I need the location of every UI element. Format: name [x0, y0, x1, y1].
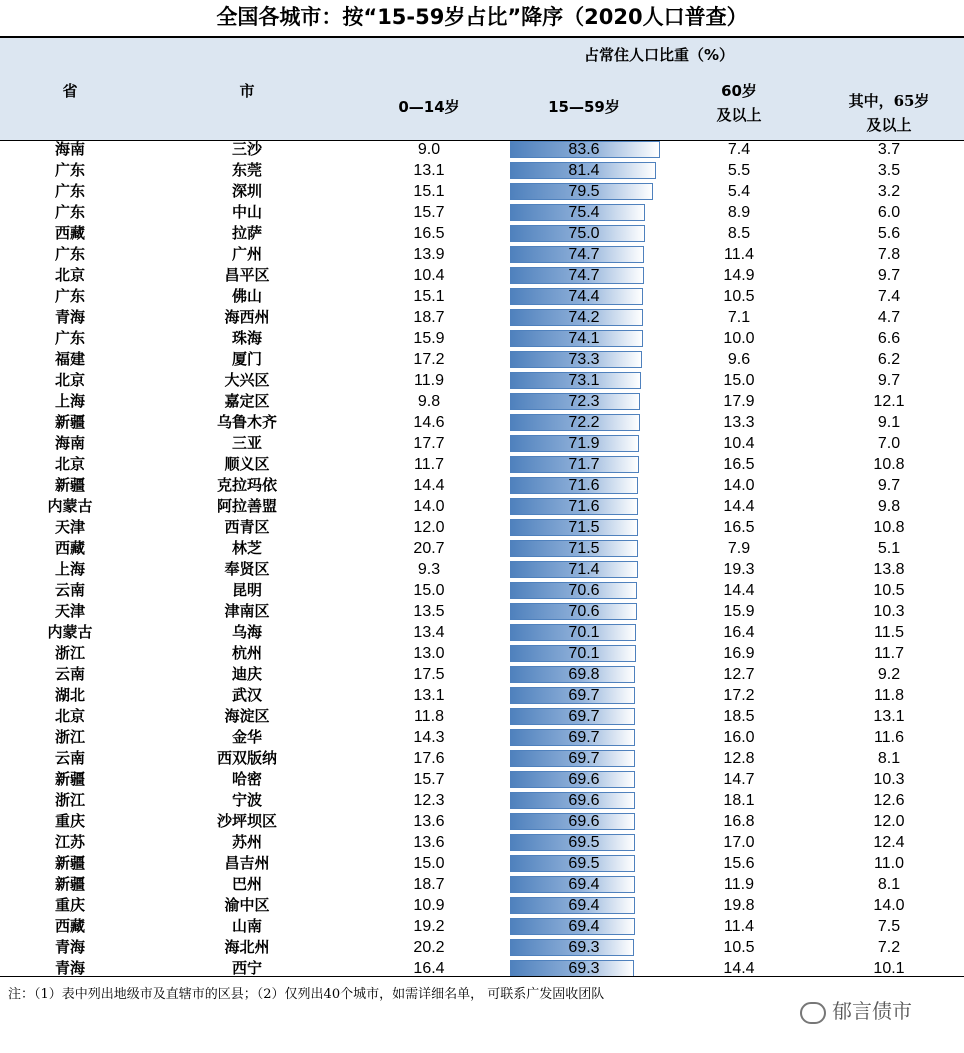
- cell-age-15-59: 74.1: [568, 330, 600, 347]
- cell-age-15-59: 69.3: [568, 960, 600, 977]
- table-row: [0, 790, 964, 811]
- cell-city: 武汉: [231, 686, 262, 704]
- cell-age-60-plus: 14.7: [723, 771, 755, 788]
- cell-age-0-14: 17.2: [413, 351, 445, 368]
- cell-province: 海南: [54, 434, 85, 452]
- cell-age-15-59: 75.4: [568, 204, 600, 221]
- cell-age-0-14: 13.1: [413, 687, 445, 704]
- cell-age-60-plus: 16.4: [723, 624, 755, 641]
- cell-age-15-59: 69.7: [568, 729, 600, 746]
- cell-age-60-plus: 16.0: [723, 729, 755, 746]
- cell-province: 新疆: [54, 413, 85, 431]
- cell-province: 天津: [54, 518, 85, 536]
- cell-age-15-59: 69.4: [568, 876, 600, 893]
- table-bottom-rule: [0, 976, 964, 977]
- cell-age-65-plus: 10.5: [873, 582, 905, 599]
- header-province: 省: [62, 82, 78, 100]
- cell-age-0-14: 10.9: [413, 897, 445, 914]
- cell-city: 乌鲁木齐: [216, 413, 277, 431]
- cell-age-60-plus: 18.5: [723, 708, 755, 725]
- table-row: [0, 706, 964, 727]
- cell-age-65-plus: 12.6: [873, 792, 905, 809]
- cell-city: 厦门: [231, 350, 262, 368]
- cell-age-60-plus: 9.6: [727, 351, 751, 368]
- table-row: [0, 895, 964, 916]
- cell-city: 哈密: [231, 770, 262, 788]
- cell-age-65-plus: 6.6: [877, 330, 901, 347]
- table-row: [0, 202, 964, 223]
- cell-age-15-59: 71.6: [568, 477, 600, 494]
- cell-age-65-plus: 5.1: [877, 540, 901, 557]
- cell-age-15-59: 69.6: [568, 813, 600, 830]
- cell-age-60-plus: 10.4: [723, 435, 755, 452]
- cell-age-0-14: 9.8: [417, 393, 441, 410]
- cell-province: 新疆: [54, 875, 85, 893]
- cell-age-0-14: 19.2: [413, 918, 445, 935]
- cell-age-65-plus: 11.0: [874, 855, 904, 872]
- cell-age-0-14: 18.7: [413, 309, 445, 326]
- cell-age-15-59: 69.7: [568, 750, 600, 767]
- cell-age-0-14: 9.0: [417, 141, 441, 158]
- cell-age-65-plus: 11.7: [874, 645, 904, 662]
- cell-age-60-plus: 17.2: [723, 687, 755, 704]
- cell-city: 海北州: [224, 938, 270, 956]
- cell-city: 金华: [231, 728, 262, 746]
- cell-age-0-14: 17.5: [413, 666, 445, 683]
- cell-age-0-14: 14.3: [413, 729, 445, 746]
- table-row: [0, 370, 964, 391]
- cell-age-0-14: 12.3: [413, 792, 445, 809]
- cell-age-15-59: 70.1: [568, 645, 600, 662]
- cell-age-15-59: 69.5: [568, 855, 600, 872]
- cell-city: 西宁: [231, 959, 262, 977]
- cell-city: 苏州: [231, 833, 262, 851]
- cell-age-60-plus: 16.5: [723, 456, 755, 473]
- cell-province: 广东: [54, 161, 85, 179]
- cell-city: 乌海: [231, 623, 262, 641]
- cell-age-60-plus: 17.0: [723, 834, 755, 851]
- cell-age-15-59: 73.1: [568, 372, 600, 389]
- cell-age-65-plus: 6.0: [877, 204, 901, 221]
- cell-age-60-plus: 17.9: [723, 393, 755, 410]
- cell-age-0-14: 14.0: [413, 498, 445, 515]
- cell-age-60-plus: 7.9: [727, 540, 751, 557]
- table-header: [0, 36, 964, 141]
- cell-province: 福建: [54, 350, 85, 368]
- cell-age-65-plus: 7.2: [877, 939, 901, 956]
- cell-province: 广东: [54, 203, 85, 221]
- header-age-60-line2: 及以上: [716, 106, 762, 124]
- cell-age-65-plus: 11.6: [874, 729, 904, 746]
- table-row: [0, 349, 964, 370]
- cell-city: 三亚: [231, 434, 262, 452]
- header-share-group: 占常住人口比重（%）: [583, 46, 735, 64]
- cell-province: 重庆: [54, 896, 85, 914]
- cell-age-65-plus: 8.1: [877, 750, 901, 767]
- cell-province: 内蒙古: [47, 497, 93, 515]
- cell-age-0-14: 15.1: [413, 288, 445, 305]
- cell-age-0-14: 15.7: [413, 771, 445, 788]
- cell-age-65-plus: 8.1: [877, 876, 901, 893]
- cell-age-60-plus: 5.4: [727, 183, 751, 200]
- table-row: [0, 727, 964, 748]
- cell-city: 杭州: [231, 644, 262, 662]
- cell-city: 海西州: [224, 308, 270, 326]
- table-row: [0, 223, 964, 244]
- table-row: [0, 874, 964, 895]
- cell-age-0-14: 13.0: [413, 645, 445, 662]
- cell-age-60-plus: 8.9: [727, 204, 751, 221]
- cell-age-65-plus: 13.1: [873, 708, 905, 725]
- cell-age-15-59: 71.5: [568, 540, 600, 557]
- cell-city: 拉萨: [231, 224, 262, 242]
- cell-age-15-59: 69.6: [568, 792, 600, 809]
- cell-age-65-plus: 13.8: [873, 561, 905, 578]
- cell-city: 巴州: [231, 875, 262, 893]
- cell-city: 广州: [231, 245, 262, 263]
- cell-age-60-plus: 15.9: [723, 603, 755, 620]
- cell-city: 深圳: [231, 182, 262, 200]
- cell-age-15-59: 74.4: [568, 288, 600, 305]
- table-row: [0, 160, 964, 181]
- cell-province: 广东: [54, 287, 85, 305]
- cell-age-65-plus: 9.1: [877, 414, 901, 431]
- table-row: [0, 328, 964, 349]
- cell-age-0-14: 13.6: [413, 813, 445, 830]
- cell-city: 西青区: [224, 518, 270, 536]
- cell-age-65-plus: 11.8: [874, 687, 904, 704]
- cell-age-15-59: 70.1: [568, 624, 600, 641]
- cell-city: 昆明: [231, 581, 262, 599]
- cell-age-60-plus: 15.6: [723, 855, 755, 872]
- cell-age-65-plus: 9.8: [877, 498, 901, 515]
- cell-age-60-plus: 12.8: [723, 750, 755, 767]
- cell-age-0-14: 17.6: [413, 750, 445, 767]
- cell-age-0-14: 13.5: [413, 603, 445, 620]
- cell-age-0-14: 13.4: [413, 624, 445, 641]
- cell-age-15-59: 69.8: [568, 666, 600, 683]
- table-row: [0, 832, 964, 853]
- cell-province: 广东: [54, 329, 85, 347]
- table-row: [0, 580, 964, 601]
- cell-age-15-59: 79.5: [568, 183, 600, 200]
- cell-province: 新疆: [54, 476, 85, 494]
- cell-age-65-plus: 14.0: [873, 897, 905, 914]
- cell-age-0-14: 16.5: [413, 225, 445, 242]
- cell-province: 西藏: [54, 539, 85, 557]
- cell-province: 北京: [54, 707, 85, 725]
- cell-age-15-59: 81.4: [568, 162, 600, 179]
- cell-age-0-14: 17.7: [413, 435, 445, 452]
- table-row: [0, 601, 964, 622]
- cell-age-0-14: 13.1: [413, 162, 445, 179]
- cell-age-65-plus: 9.2: [877, 666, 901, 683]
- cell-age-15-59: 69.6: [568, 771, 600, 788]
- cell-city: 三沙: [231, 140, 262, 158]
- cell-age-60-plus: 14.4: [723, 498, 755, 515]
- cell-age-65-plus: 9.7: [877, 267, 901, 284]
- table-row: [0, 748, 964, 769]
- cell-age-65-plus: 10.8: [873, 456, 905, 473]
- cell-age-15-59: 74.7: [568, 246, 600, 263]
- cell-province: 西藏: [54, 224, 85, 242]
- cell-city: 昌吉州: [224, 854, 270, 872]
- cell-province: 广东: [54, 245, 85, 263]
- cell-city: 大兴区: [224, 371, 270, 389]
- cell-province: 浙江: [54, 728, 85, 746]
- cell-age-60-plus: 10.5: [723, 288, 755, 305]
- cell-age-0-14: 15.9: [413, 330, 445, 347]
- table-row: [0, 916, 964, 937]
- cell-age-15-59: 69.5: [568, 834, 600, 851]
- cell-age-60-plus: 10.0: [723, 330, 755, 347]
- cell-province: 青海: [54, 959, 85, 977]
- cell-age-65-plus: 7.4: [877, 288, 901, 305]
- table-row: [0, 244, 964, 265]
- cell-age-0-14: 15.7: [413, 204, 445, 221]
- cell-age-65-plus: 3.7: [877, 141, 901, 158]
- table-row: [0, 937, 964, 958]
- cell-age-60-plus: 14.4: [723, 582, 755, 599]
- cell-age-65-plus: 3.2: [877, 183, 901, 200]
- cell-city: 山南: [231, 917, 262, 935]
- cell-age-60-plus: 14.4: [723, 960, 755, 977]
- table-row: [0, 769, 964, 790]
- cell-age-60-plus: 19.8: [723, 897, 755, 914]
- cell-age-65-plus: 12.4: [873, 834, 905, 851]
- cell-age-0-14: 10.4: [413, 267, 445, 284]
- cell-age-15-59: 69.7: [568, 687, 600, 704]
- cell-age-0-14: 14.4: [413, 477, 445, 494]
- cell-age-0-14: 11.7: [414, 456, 444, 473]
- cell-age-15-59: 70.6: [568, 603, 600, 620]
- cell-age-60-plus: 11.4: [724, 918, 754, 935]
- cell-age-0-14: 20.2: [413, 939, 445, 956]
- cell-province: 新疆: [54, 854, 85, 872]
- cell-age-60-plus: 14.9: [723, 267, 755, 284]
- cell-province: 北京: [54, 371, 85, 389]
- cell-age-65-plus: 7.8: [877, 246, 901, 263]
- cell-city: 宁波: [231, 791, 262, 809]
- cell-age-65-plus: 10.3: [873, 771, 905, 788]
- cell-age-15-59: 71.9: [568, 435, 600, 452]
- cell-age-65-plus: 11.5: [874, 624, 904, 641]
- cell-age-0-14: 16.4: [413, 960, 445, 977]
- cell-age-65-plus: 5.6: [877, 225, 901, 242]
- cell-age-0-14: 11.8: [414, 708, 444, 725]
- cell-city: 中山: [231, 203, 262, 221]
- cell-age-60-plus: 5.5: [727, 162, 751, 179]
- table-row: [0, 811, 964, 832]
- header-age-65-line1: 其中，65岁: [848, 92, 930, 110]
- cell-province: 北京: [54, 266, 85, 284]
- header-age-15-59: 15—59岁: [548, 98, 620, 116]
- cell-age-60-plus: 16.8: [723, 813, 755, 830]
- cell-city: 海淀区: [224, 707, 270, 725]
- cell-province: 云南: [54, 581, 85, 599]
- cell-age-15-59: 71.4: [568, 561, 600, 578]
- cell-age-60-plus: 14.0: [723, 477, 755, 494]
- cell-city: 东莞: [231, 161, 262, 179]
- cell-age-15-59: 83.6: [568, 141, 600, 158]
- cell-age-60-plus: 11.4: [724, 246, 754, 263]
- cell-province: 云南: [54, 749, 85, 767]
- cell-age-65-plus: 3.5: [877, 162, 901, 179]
- header-city: 市: [239, 82, 255, 100]
- cell-province: 天津: [54, 602, 85, 620]
- cell-age-15-59: 73.3: [568, 351, 600, 368]
- cell-age-60-plus: 7.1: [727, 309, 751, 326]
- cell-age-65-plus: 10.3: [873, 603, 905, 620]
- cell-age-65-plus: 9.7: [877, 477, 901, 494]
- cell-age-65-plus: 7.5: [877, 918, 901, 935]
- cell-province: 海南: [54, 140, 85, 158]
- cell-city: 津南区: [224, 602, 270, 620]
- cell-age-65-plus: 12.0: [873, 813, 905, 830]
- cell-age-60-plus: 10.5: [723, 939, 755, 956]
- cell-province: 内蒙古: [47, 623, 93, 641]
- cell-age-15-59: 71.6: [568, 498, 600, 515]
- table-row: [0, 622, 964, 643]
- cell-age-0-14: 9.3: [417, 561, 441, 578]
- cell-province: 重庆: [54, 812, 85, 830]
- footnote: 注：（1）表中列出地级市及直辖市的区县；（2）仅列出40个城市，如需详细名单， 可联系广发固收团队: [8, 987, 605, 1002]
- cell-age-60-plus: 18.1: [723, 792, 755, 809]
- cell-age-60-plus: 13.3: [723, 414, 755, 431]
- cell-province: 上海: [54, 392, 85, 410]
- cell-age-0-14: 15.1: [413, 183, 445, 200]
- table-row: [0, 664, 964, 685]
- cell-city: 克拉玛依: [216, 476, 277, 494]
- table-row: [0, 433, 964, 454]
- cell-age-15-59: 69.7: [568, 708, 600, 725]
- cell-province: 青海: [54, 938, 85, 956]
- cell-age-60-plus: 16.9: [723, 645, 755, 662]
- cell-age-60-plus: 11.9: [724, 876, 754, 893]
- cell-province: 浙江: [54, 791, 85, 809]
- cell-age-15-59: 74.2: [568, 309, 600, 326]
- watermark-text: 郁言债市: [832, 999, 912, 1023]
- cell-province: 北京: [54, 455, 85, 473]
- table-row: [0, 496, 964, 517]
- cell-age-15-59: 71.7: [568, 456, 600, 473]
- cell-age-65-plus: 12.1: [873, 393, 905, 410]
- header-age-60-line1: 60岁: [721, 82, 757, 100]
- cell-age-15-59: 69.3: [568, 939, 600, 956]
- cell-age-15-59: 72.2: [568, 414, 600, 431]
- cell-province: 西藏: [54, 917, 85, 935]
- cell-province: 广东: [54, 182, 85, 200]
- cell-province: 上海: [54, 560, 85, 578]
- cell-age-60-plus: 7.4: [727, 141, 751, 158]
- table-row: [0, 307, 964, 328]
- cell-age-65-plus: 10.1: [873, 960, 905, 977]
- table-row: [0, 517, 964, 538]
- cell-age-65-plus: 10.8: [873, 519, 905, 536]
- cell-age-0-14: 14.6: [413, 414, 445, 431]
- cell-age-0-14: 18.7: [413, 876, 445, 893]
- wechat-icon: [800, 1002, 826, 1024]
- table-row: [0, 643, 964, 664]
- cell-age-60-plus: 19.3: [723, 561, 755, 578]
- cell-age-60-plus: 16.5: [723, 519, 755, 536]
- cell-age-15-59: 70.6: [568, 582, 600, 599]
- cell-age-15-59: 69.4: [568, 897, 600, 914]
- cell-city: 迪庆: [231, 665, 262, 683]
- cell-city: 佛山: [231, 287, 262, 305]
- table-body: [0, 139, 964, 979]
- cell-city: 昌平区: [224, 266, 270, 284]
- table-row: [0, 454, 964, 475]
- cell-city: 渝中区: [224, 896, 270, 914]
- table-row: [0, 538, 964, 559]
- table-row: [0, 685, 964, 706]
- cell-age-65-plus: 4.7: [877, 309, 901, 326]
- cell-city: 西双版纳: [216, 749, 277, 767]
- cell-city: 嘉定区: [224, 392, 270, 410]
- cell-city: 顺义区: [224, 455, 270, 473]
- cell-age-60-plus: 8.5: [727, 225, 751, 242]
- cell-age-60-plus: 15.0: [723, 372, 755, 389]
- cell-age-0-14: 20.7: [413, 540, 445, 557]
- table-row: [0, 286, 964, 307]
- cell-province: 浙江: [54, 644, 85, 662]
- cell-province: 云南: [54, 665, 85, 683]
- cell-city: 林芝: [231, 539, 262, 557]
- cell-age-0-14: 15.0: [413, 855, 445, 872]
- cell-age-0-14: 11.9: [414, 372, 444, 389]
- cell-city: 奉贤区: [224, 560, 270, 578]
- header-age-0-14: 0—14岁: [398, 98, 460, 116]
- table-row: [0, 853, 964, 874]
- table-row: [0, 475, 964, 496]
- cell-age-15-59: 69.4: [568, 918, 600, 935]
- cell-age-65-plus: 6.2: [877, 351, 901, 368]
- cell-city: 珠海: [231, 329, 262, 347]
- table-row: [0, 412, 964, 433]
- cell-province: 新疆: [54, 770, 85, 788]
- page-title: 全国各城市：按“15-59岁占比”降序（2020人口普查）: [216, 5, 748, 29]
- cell-age-65-plus: 9.7: [877, 372, 901, 389]
- watermark: [800, 995, 912, 1024]
- cell-age-0-14: 12.0: [413, 519, 445, 536]
- cell-province: 青海: [54, 308, 85, 326]
- table-row: [0, 391, 964, 412]
- table-row: [0, 265, 964, 286]
- cell-province: 湖北: [54, 686, 85, 704]
- cell-age-0-14: 13.9: [413, 246, 445, 263]
- cell-age-65-plus: 7.0: [877, 435, 901, 452]
- table-row: [0, 559, 964, 580]
- cell-age-0-14: 13.6: [413, 834, 445, 851]
- table-row: [0, 139, 964, 160]
- cell-province: 江苏: [54, 833, 85, 851]
- cell-city: 阿拉善盟: [216, 497, 277, 515]
- cell-age-15-59: 71.5: [568, 519, 600, 536]
- cell-age-15-59: 75.0: [568, 225, 600, 242]
- cell-age-60-plus: 12.7: [723, 666, 755, 683]
- cell-city: 沙坪坝区: [216, 812, 277, 830]
- cell-age-0-14: 15.0: [413, 582, 445, 599]
- cell-age-15-59: 72.3: [568, 393, 600, 410]
- header-age-65-line2: 及以上: [866, 116, 912, 134]
- table-row: [0, 181, 964, 202]
- cell-age-15-59: 74.7: [568, 267, 600, 284]
